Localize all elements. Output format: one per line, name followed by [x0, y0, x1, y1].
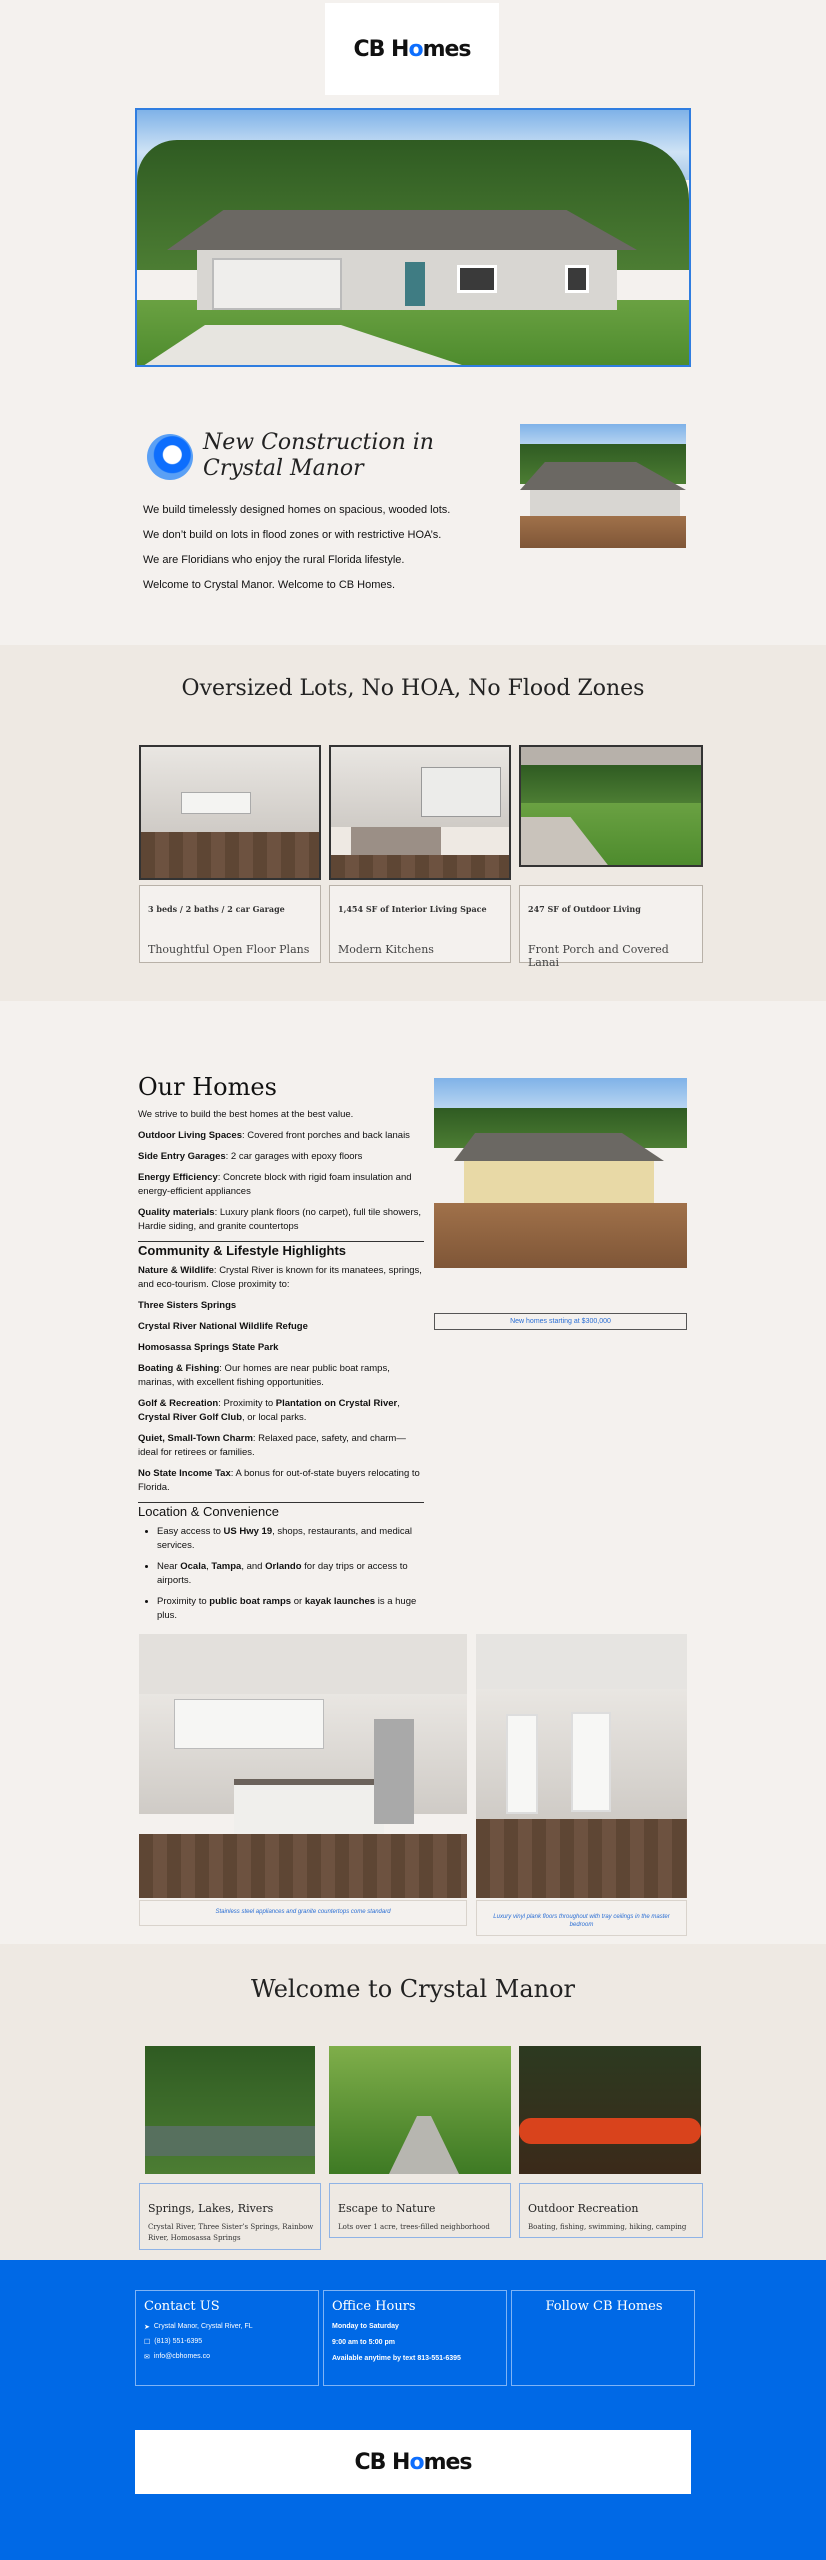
location-item — [157, 1560, 424, 1588]
feature-photo-kitchen — [329, 745, 511, 880]
construction-house-photo — [434, 1078, 687, 1268]
welcome-card-3-text: Boating, fishing, swimming, hiking, camping — [528, 2223, 687, 2231]
feature-card-1 — [139, 885, 321, 963]
item-text: : 2 car garages with epoxy floors — [225, 1151, 363, 1162]
intro-logo-icon — [147, 434, 193, 480]
golf-text: , or local parks. — [242, 1412, 307, 1423]
gallery-caption-2: Luxury vinyl plank floors throughout with tray ceilings in the master bedroom — [493, 1914, 670, 1928]
item-text: : Concrete block with rigid foam insulation and energy-efficient appliances — [138, 1172, 412, 1197]
feature-card-1-small: 3 beds / 2 baths / 2 car Garage — [148, 904, 285, 914]
item-label: Quality materials — [138, 1207, 215, 1218]
place-2: Crystal River National Wildlife Refuge — [138, 1321, 308, 1332]
quiet-text: : Relaxed pace, safety, and charm—ideal for retirees or families. — [138, 1433, 406, 1458]
item-label: Side Entry Garages — [138, 1151, 226, 1162]
text: or — [291, 1596, 305, 1607]
welcome-card-3-title: Outdoor Recreation — [528, 2202, 639, 2215]
hero-house-photo — [135, 108, 691, 367]
bold: US Hwy 19 — [223, 1526, 273, 1537]
footer-hours-card — [323, 2290, 507, 2386]
quiet-label: Quiet, Small-Town Charm — [138, 1433, 253, 1444]
golf-text: , — [397, 1398, 400, 1409]
intro-line-1: We build timelessly designed homes on spacious, wooded lots. — [143, 504, 451, 516]
mail-icon: ✉ — [144, 2354, 150, 2361]
location-title: Location & Convenience — [138, 1504, 279, 1519]
feature-card-2-big: Modern Kitchens — [338, 943, 434, 956]
bold: Ocala — [180, 1561, 207, 1572]
feature-photo-lanai — [519, 745, 703, 867]
logo-o: o — [408, 36, 423, 62]
nature-label: Nature & Wildlife — [138, 1265, 214, 1276]
phone-icon: ☐ — [144, 2339, 151, 2346]
phone[interactable]: (813) 551-6395 — [154, 2338, 203, 2345]
gallery-bedroom-photo — [476, 1634, 687, 1898]
item-label: Outdoor Living Spaces — [138, 1130, 242, 1141]
welcome-photo-kayak — [519, 2046, 701, 2174]
intro-title: New Construction in Crystal Manor — [203, 430, 434, 481]
golf-text: : Proximity to — [218, 1398, 276, 1409]
email[interactable]: info@cbhomes.co — [153, 2353, 211, 2360]
feature-card-3 — [519, 885, 703, 969]
intro-line-2: We don’t build on lots in flood zones or with restrictive HOA’s. — [143, 529, 442, 541]
logo-o: o — [409, 2449, 424, 2475]
boating-text: : Our homes are near public boat ramps, marinas, with excellent fishing opportunities. — [138, 1363, 390, 1388]
gallery-kitchen-photo — [139, 1634, 467, 1898]
address-row — [144, 2323, 253, 2331]
text: Near — [157, 1561, 181, 1572]
location-item — [157, 1525, 424, 1553]
text: is a huge plus. — [157, 1596, 417, 1621]
gallery-caption-1-box — [139, 1900, 467, 1926]
our-homes-intro: We strive to build the best homes at the best value. — [138, 1109, 354, 1120]
email-row[interactable] — [144, 2353, 210, 2361]
intro-house-photo — [520, 424, 686, 548]
text: for day trips or access to airports. — [157, 1561, 408, 1586]
logo-mes: mes — [423, 2449, 472, 2475]
feature-card-3-small: 247 SF of Outdoor Living — [528, 904, 641, 914]
welcome-card-3 — [519, 2183, 703, 2238]
price-note: New homes starting at $300,000 — [510, 1318, 611, 1325]
golf-place-2: Crystal River Golf Club — [138, 1412, 242, 1423]
logo-cb: CB H — [354, 2449, 410, 2475]
golf-label: Golf & Recreation — [138, 1398, 219, 1409]
address: Crystal Manor, Crystal River, FL — [153, 2323, 253, 2330]
feature-card-3-big: Front Porch and Covered Lanai — [528, 943, 669, 969]
nature-text: : Crystal River is known for its manatees, springs, and eco-tourism. Close proximity to: — [138, 1265, 422, 1290]
hours-title: Office Hours — [332, 2299, 416, 2314]
welcome-card-2 — [329, 2183, 511, 2238]
welcome-photo-nature — [329, 2046, 511, 2174]
location-item — [157, 1595, 424, 1623]
top-logo[interactable] — [325, 3, 499, 95]
place-1: Three Sisters Springs — [138, 1300, 237, 1311]
phone-row[interactable] — [144, 2338, 202, 2346]
our-homes-title: Our Homes — [138, 1073, 277, 1101]
contact-title: Contact US — [144, 2299, 220, 2314]
logo-cb: CB H — [353, 36, 409, 62]
bold: Orlando — [265, 1561, 302, 1572]
community-title: Community & Lifestyle Highlights — [138, 1243, 347, 1258]
golf-place-1: Plantation on Crystal River — [275, 1398, 398, 1409]
feature-card-2-small: 1,454 SF of Interior Living Space — [338, 904, 487, 914]
text: Easy access to — [157, 1526, 224, 1537]
footer-contact-card — [135, 2290, 319, 2386]
gallery-caption-2-box — [476, 1900, 687, 1936]
bold: public boat ramps — [209, 1596, 292, 1607]
welcome-card-2-text: Lots over 1 acre, trees-filled neighborhood — [338, 2223, 490, 2231]
text: Proximity to — [157, 1596, 210, 1607]
welcome-card-1-text: Crystal River, Three Sister’s Springs, Rainbow River, Homosassa Springs — [148, 2223, 314, 2242]
tax-text: : A bonus for out-of-state buyers relocating to Florida. — [138, 1468, 420, 1493]
footer-logo[interactable] — [135, 2430, 691, 2494]
welcome-card-2-title: Escape to Nature — [338, 2202, 436, 2215]
footer-follow-card — [511, 2290, 695, 2386]
item-text: : Luxury plank floors (no carpet), full tile showers, Hardie siding, and granite countertops — [138, 1207, 422, 1232]
price-note-box — [434, 1313, 687, 1330]
divider — [138, 1502, 424, 1503]
gallery-caption-1: Stainless steel appliances and granite countertops come standard — [215, 1909, 391, 1915]
our-homes-text — [138, 1108, 424, 1630]
hours-days: Monday to Saturday — [332, 2323, 399, 2330]
features-heading: Oversized Lots, No HOA, No Flood Zones — [181, 676, 645, 701]
bold: Tampa — [211, 1561, 242, 1572]
divider — [138, 1241, 424, 1242]
place-3: Homosassa Springs State Park — [138, 1342, 279, 1353]
welcome-heading: Welcome to Crystal Manor — [250, 1975, 576, 2003]
intro-line-3: We are Floridians who enjoy the rural Florida lifestyle. — [143, 554, 405, 566]
welcome-card-1 — [139, 2183, 321, 2250]
bold: kayak launches — [304, 1596, 376, 1607]
feature-photo-open-floor — [139, 745, 321, 880]
follow-title[interactable]: Follow CB Homes — [545, 2299, 663, 2314]
text: , and — [241, 1561, 266, 1572]
hours-text: Available anytime by text 813-551-6395 — [332, 2355, 461, 2362]
text: , shops, restaurants, and medical services. — [157, 1526, 413, 1551]
welcome-card-1-title: Springs, Lakes, Rivers — [148, 2202, 274, 2215]
location-list — [138, 1525, 424, 1623]
boating-label: Boating & Fishing — [138, 1363, 220, 1374]
text: , — [206, 1561, 212, 1572]
item-label: Energy Efficiency — [138, 1172, 218, 1183]
feature-card-2 — [329, 885, 511, 963]
hours-time: 9:00 am to 5:00 pm — [332, 2339, 396, 2346]
intro-line-4: Welcome to Crystal Manor. Welcome to CB Homes. — [143, 579, 396, 591]
feature-card-1-big: Thoughtful Open Floor Plans — [148, 943, 310, 956]
welcome-photo-springs — [145, 2046, 315, 2174]
tax-label: No State Income Tax — [138, 1468, 231, 1479]
location-icon: ➤ — [144, 2324, 150, 2331]
item-text: : Covered front porches and back lanais — [242, 1130, 410, 1141]
logo-mes: mes — [422, 36, 471, 62]
